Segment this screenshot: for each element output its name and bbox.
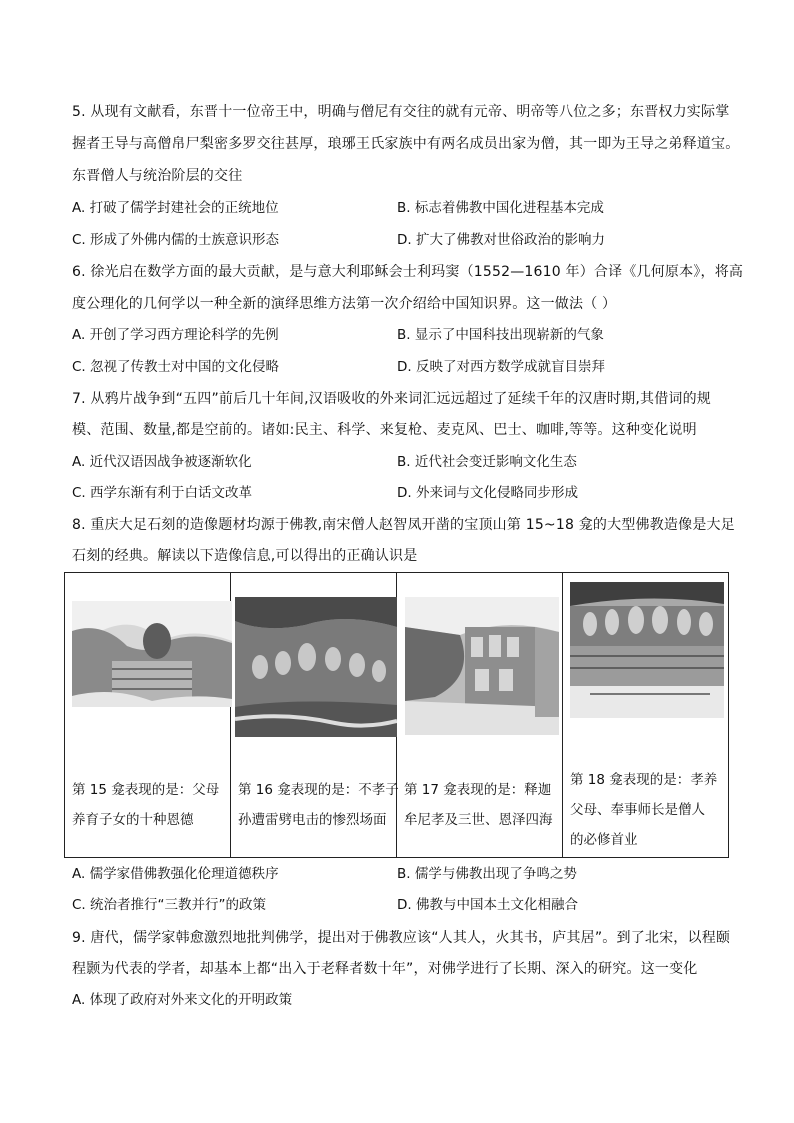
- q5-option-d[interactable]: D. 扩大了佛教对世俗政治的影响力: [397, 232, 605, 248]
- niche-18-photo: [570, 582, 724, 718]
- niche-16-photo: [235, 597, 397, 737]
- q6-option-c[interactable]: C. 忽视了传教士对中国的文化侵略: [72, 359, 280, 375]
- q8-stem-line-2: 石刻的经典。解读以下造像信息,可以得出的正确认识是: [72, 548, 418, 564]
- q8-option-b[interactable]: B. 儒学与佛教出现了争鸣之势: [397, 866, 577, 882]
- q7-option-b[interactable]: B. 近代社会变迁影响文化生态: [397, 454, 577, 470]
- q8-option-c[interactable]: C. 统治者推行“三教并行”的政策: [72, 897, 266, 913]
- niche-table: [64, 572, 729, 858]
- q9-option-a[interactable]: A. 体现了政府对外来文化的开明政策: [72, 992, 293, 1008]
- q7-stem-line-1: 7. 从鸦片战争到“五四”前后几十年间,汉语吸收的外来词汇远远超过了延续千年的汉唐时期,其借词的规: [72, 391, 712, 407]
- q9-stem-line-1: 9. 唐代，儒学家韩愈激烈地批判佛学，提出对于佛教应该“人其人，火其书，庐其居”。到了北宋，以程颐: [72, 930, 731, 946]
- niche-18-caption-line-2: 父母、奉事师长是僧人: [570, 802, 705, 818]
- niche-17-caption-line-1: 第 17 龛表现的是：释迦: [404, 782, 552, 798]
- niche-17-cell: [397, 573, 563, 858]
- q5-option-c[interactable]: C. 形成了外佛内儒的士族意识形态: [72, 232, 280, 248]
- niche-16-caption-line-2: 孙遭雷劈电击的惨烈场面: [238, 812, 387, 828]
- q7-option-c[interactable]: C. 西学东渐有利于白话文改革: [72, 485, 253, 501]
- q6-stem-line-2: 度公理化的几何学以一种全新的演绎思维方法第一次介绍给中国知识界。这一做法（ ）: [72, 296, 617, 312]
- niche-18-cell: [563, 573, 729, 858]
- niche-15-caption: [72, 775, 226, 835]
- q5-option-a[interactable]: A. 打破了儒学封建社会的正统地位: [72, 200, 279, 216]
- q7-option-d[interactable]: D. 外来词与文化侵略同步形成: [397, 485, 578, 501]
- q8-option-a[interactable]: A. 儒学家借佛教强化伦理道德秩序: [72, 866, 279, 882]
- q5-stem-line-2: 握者王导与高僧帛尸梨密多罗交往甚厚，琅琊王氏家族中有两名成员出家为僧，其一即为王导之弟释道宝。: [72, 136, 740, 152]
- q6-option-a[interactable]: A. 开创了学习西方理论科学的先例: [72, 327, 279, 343]
- niche-15-caption-line-1: 第 15 龛表现的是：父母: [72, 782, 220, 798]
- q8-option-d[interactable]: D. 佛教与中国本土文化相融合: [397, 897, 578, 913]
- q5-stem-line-1: 5. 从现有文献看，东晋十一位帝王中，明确与僧尼有交往的就有元帝、明帝等八位之多；东晋权力实际掌: [72, 104, 730, 120]
- niche-15-photo: [72, 601, 232, 707]
- niche-15-caption-line-2: 养育子女的十种恩德: [72, 812, 194, 828]
- niche-18-caption-line-3: 的必修首业: [570, 832, 638, 848]
- niche-16-cell: [231, 573, 397, 858]
- niche-18-caption: [570, 765, 724, 855]
- niche-17-photo: [405, 597, 559, 735]
- niche-17-caption: [404, 775, 558, 835]
- q7-stem-line-2: 模、范围、数量,都是空前的。诸如:民主、科学、来复枪、麦克风、巴士、咖啡,等等。这种变化说明: [72, 422, 697, 438]
- q6-stem-line-1: 6. 徐光启在数学方面的最大贡献，是与意大利耶稣会士利玛窦（1552—1610 年）合译《几何原本》，将高: [72, 264, 744, 280]
- q7-option-a[interactable]: A. 近代汉语因战争被逐渐软化: [72, 454, 252, 470]
- q9-stem-line-2: 程颢为代表的学者，却基本上都“出入于老释者数十年”，对佛学进行了长期、深入的研究。这一变化: [72, 961, 698, 977]
- niche-15-cell: [65, 573, 231, 858]
- q5-option-b[interactable]: B. 标志着佛教中国化进程基本完成: [397, 200, 604, 216]
- q6-option-b[interactable]: B. 显示了中国科技出现崭新的气象: [397, 327, 604, 343]
- q5-stem-line-3: 东晋僧人与统治阶层的交往: [72, 168, 243, 184]
- q8-stem-line-1: 8. 重庆大足石刻的造像题材均源于佛教,南宋僧人赵智凤开凿的宝顶山第 15~18 龛的大型佛教造像是大足: [72, 517, 735, 533]
- niche-17-caption-line-2: 牟尼孝及三世、恩泽四海: [404, 812, 553, 828]
- niche-16-caption-line-1: 第 16 龛表现的是：不孝子: [238, 782, 399, 798]
- niche-18-caption-line-1: 第 18 龛表现的是：孝养: [570, 772, 718, 788]
- q6-option-d[interactable]: D. 反映了对西方数学成就盲目崇拜: [397, 359, 605, 375]
- niche-16-caption: [238, 775, 399, 835]
